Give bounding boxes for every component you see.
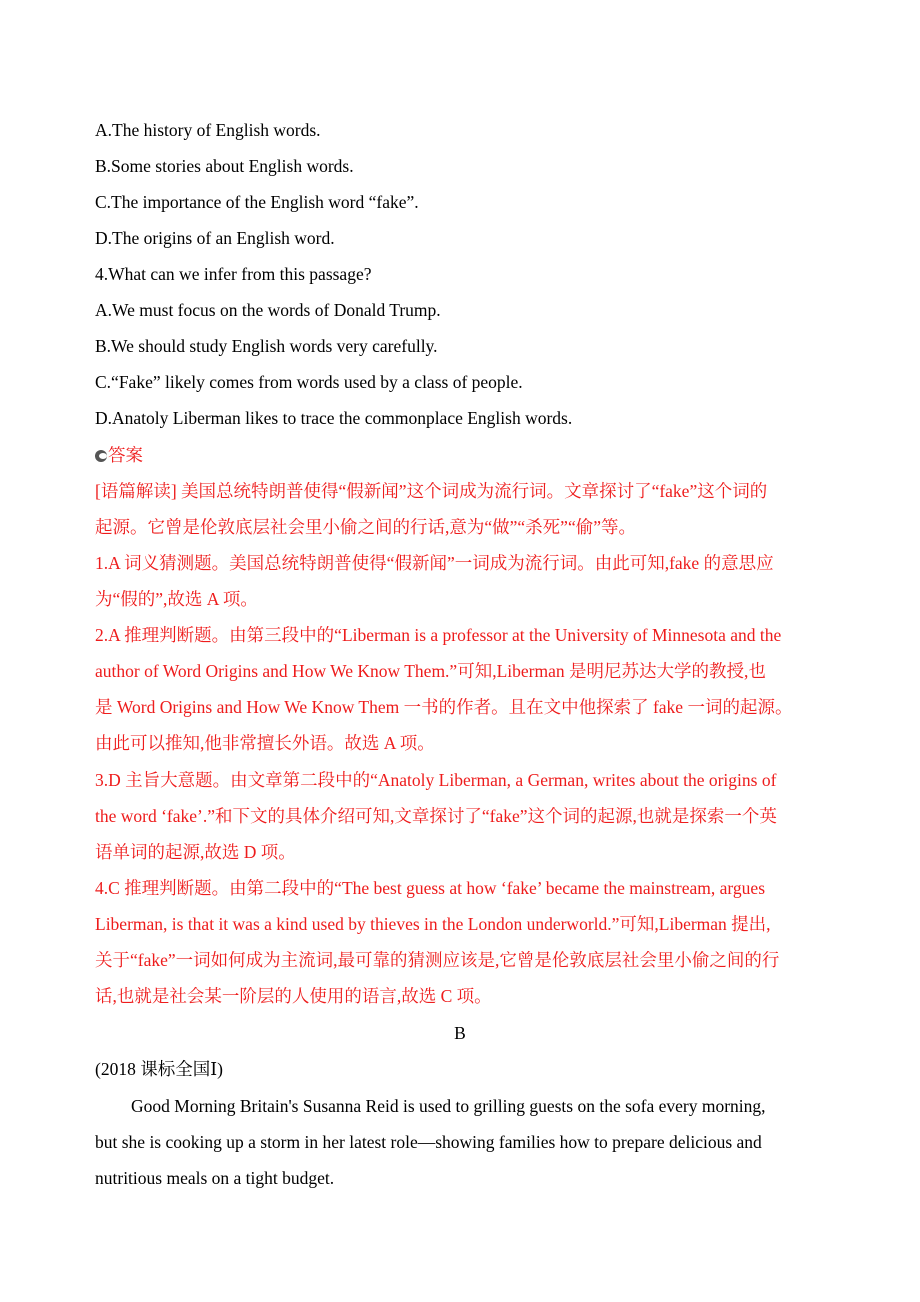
answer-line: 为“假的”,故选 A 项。 bbox=[95, 589, 258, 609]
answer-line: 由此可以推知,他非常擅长外语。故选 A 项。 bbox=[95, 733, 435, 753]
answer-line: [语篇解读] 美国总统特朗普使得“假新闻”这个词成为流行词。文章探讨了“fake”这个词的 bbox=[95, 481, 768, 501]
answer-line: 语单词的起源,故选 D 项。 bbox=[95, 842, 296, 862]
answer-line: 4.C 推理判断题。由第二段中的“The best guess at how ‘fake’ became the mainstream, argues bbox=[95, 878, 766, 898]
answer-line: 1.A 词义猜测题。美国总统特朗普使得“假新闻”一词成为流行词。由此可知,fake 的意思应 bbox=[95, 553, 774, 573]
q4-stem: 4.What can we infer from this passage? bbox=[95, 264, 372, 284]
answer-line: 是 Word Origins and How We Know Them 一书的作者。且在文中他探索了 fake 一词的起源。 bbox=[95, 697, 793, 717]
answer-line: Liberman, is that it was a kind used by thieves in the London underworld.”可知,Liberman 提出, bbox=[95, 914, 771, 934]
answer-icon bbox=[95, 450, 107, 462]
q3-option-b: B.Some stories about English words. bbox=[95, 156, 354, 176]
answer-line: the word ‘fake’.”和下文的具体介绍可知,文章探讨了“fake”这个词的起源,也就是探索一个英 bbox=[95, 806, 777, 826]
q4-option-a: A.We must focus on the words of Donald Trump. bbox=[95, 300, 441, 320]
answer-heading-text: 答案 bbox=[108, 445, 143, 465]
passage-line: but she is cooking up a storm in her latest role—showing families how to prepare delicious and bbox=[95, 1132, 762, 1152]
q3-option-a: A.The history of English words. bbox=[95, 120, 321, 140]
q3-option-c: C.The importance of the English word “fake”. bbox=[95, 192, 419, 212]
section-b-label: B bbox=[454, 1023, 466, 1043]
answer-line: author of Word Origins and How We Know Them.”可知,Liberman 是明尼苏达大学的教授,也 bbox=[95, 661, 766, 681]
answer-line: 3.D 主旨大意题。由文章第二段中的“Anatoly Liberman, a German, writes about the origins of bbox=[95, 770, 777, 790]
answer-line: 关于“fake”一词如何成为主流词,最可靠的猜测应该是,它曾是伦敦底层社会里小偷之间的行 bbox=[95, 950, 780, 970]
answer-line: 起源。它曾是伦敦底层社会里小偷之间的行话,意为“做”“杀死”“偷”等。 bbox=[95, 517, 636, 537]
answer-line: 2.A 推理判断题。由第三段中的“Liberman is a professor at the University of Minnesota and the bbox=[95, 625, 782, 645]
answer-heading bbox=[95, 443, 143, 467]
passage-line: Good Morning Britain's Susanna Reid is used to grilling guests on the sofa every morning, bbox=[131, 1096, 766, 1116]
answer-line: 话,也就是社会某一阶层的人使用的语言,故选 C 项。 bbox=[95, 986, 492, 1006]
passage-line: nutritious meals on a tight budget. bbox=[95, 1168, 335, 1188]
section-b-source: (2018 课标全国Ⅰ) bbox=[95, 1059, 223, 1079]
q4-option-d: D.Anatoly Liberman likes to trace the commonplace English words. bbox=[95, 408, 573, 428]
q4-option-c: C.“Fake” likely comes from words used by a class of people. bbox=[95, 372, 523, 392]
q4-option-b: B.We should study English words very carefully. bbox=[95, 336, 438, 356]
q3-option-d: D.The origins of an English word. bbox=[95, 228, 335, 248]
